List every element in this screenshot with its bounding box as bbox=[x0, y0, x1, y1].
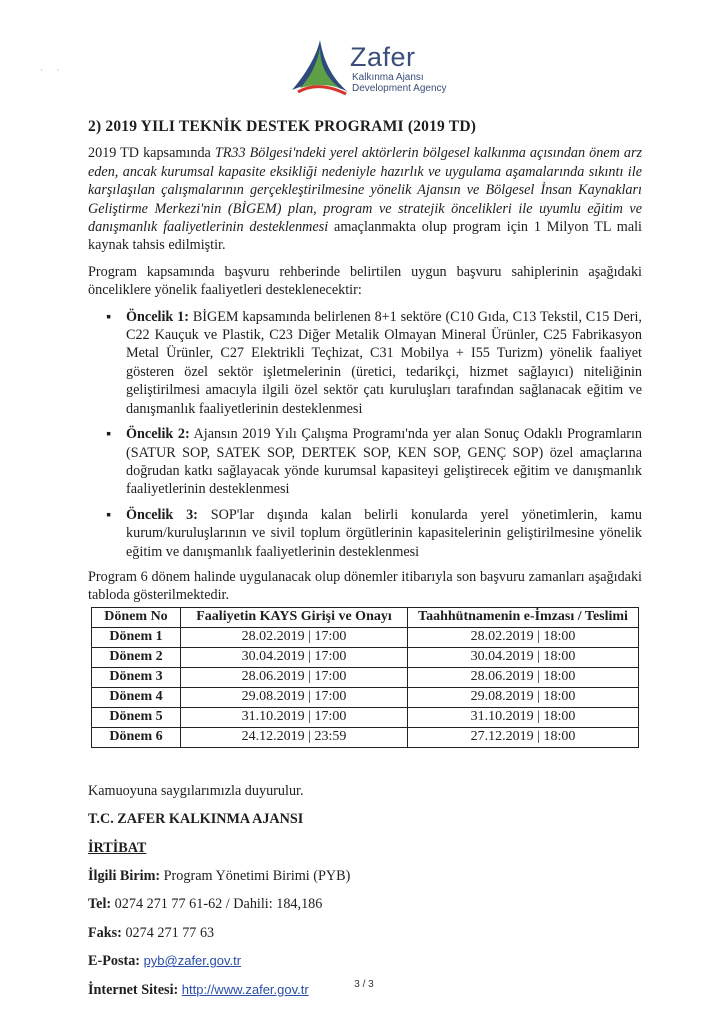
period-cell: Dönem 6 bbox=[92, 727, 181, 747]
table-row bbox=[92, 667, 639, 687]
table-row bbox=[92, 687, 639, 707]
table-row bbox=[92, 627, 639, 647]
period-cell: Dönem 4 bbox=[92, 687, 181, 707]
tel-value: 0274 271 77 61-62 / Dahili: 184,186 bbox=[111, 896, 323, 913]
unit-line bbox=[88, 867, 642, 885]
intro-paragraph bbox=[88, 144, 642, 254]
table-row bbox=[92, 727, 639, 747]
header-kays: Faaliyetin KAYS Girişi ve Onayı bbox=[181, 607, 408, 627]
priority-item bbox=[88, 308, 642, 418]
announcement: Kamuoyuna saygılarımızla duyurulur. bbox=[88, 782, 304, 799]
kays-cell: 30.04.2019 | 17:00 bbox=[181, 647, 408, 667]
intro-text-italic: TR33 Bölgesi'ndeki yerel aktörlerin bölgesel kalkınma açısından önem arz eden, ancak kurumsal kapasite eksikliği nedeniyle hazırlık ve uygulama aşamalarında sıkıntı ile karşılaşılan çalışmalarının gerçekleştirilmesine yönelik Ajansın ve Bölgesel İnsan Kaynakları Geliştirme Merkezi'nin (BİGEM) plan, program ve stratejik öncelikleri ile uyumlu eğitim ve danışmanlık faaliyetlerinin desteklenmesi bbox=[88, 145, 643, 236]
bullet-icon: ▪ bbox=[106, 506, 112, 523]
priorities-intro: Program kapsamında başvuru rehberinde belirtilen uygun başvuru sahiplerinin aşağıdaki önceliklere yönelik faaliyetleri desteklenecektir: bbox=[88, 263, 642, 299]
period-cell: Dönem 3 bbox=[92, 667, 181, 687]
email-link[interactable]: pyb@zafer.gov.tr bbox=[143, 953, 242, 969]
scan-specks: · · bbox=[40, 66, 60, 75]
fax-line bbox=[88, 924, 642, 942]
logo-swoosh-icon bbox=[290, 38, 352, 98]
priority-item bbox=[88, 425, 642, 499]
priority-text: BİGEM kapsamında belirlenen 8+1 sektöre (C10 Gıda, C13 Tekstil, C15 Deri, C22 Kauçuk ve Plastik, C23 Diğer Metalik Olmayan Mineral Ürünler, C25 Fabrikasyon Metal Ürünler, C27 Elektrikli Teçhizat, C31 Mobilya + I55 Turizm) yönelik faaliyet gösteren özel sektör işletmelerinin (üretici, tedarikçi, hizmet sağlayıcı) niteliğinin geliştirilmesi amacıyla ilgili özel sektör çatı kuruluşları tarafından sağlanacak eğitim ve danışmanlık faaliyetlerinin desteklenmesi bbox=[126, 308, 642, 417]
contact-footer bbox=[88, 782, 642, 999]
kays-cell: 29.08.2019 | 17:00 bbox=[181, 687, 408, 707]
website-link[interactable]: http://www.zafer.gov.tr bbox=[181, 981, 309, 997]
kays-cell: 28.06.2019 | 17:00 bbox=[181, 667, 408, 687]
kays-cell: 31.10.2019 | 17:00 bbox=[181, 707, 408, 727]
email-line bbox=[88, 952, 642, 970]
table-header-row bbox=[92, 607, 639, 627]
unit-value: Program Yönetimi Birimi (PYB) bbox=[160, 867, 351, 884]
document-body bbox=[88, 118, 642, 1009]
priority-label: Öncelik 3: bbox=[126, 506, 198, 523]
page-number: 3 / 3 bbox=[354, 979, 374, 990]
unit-label: İlgili Birim: bbox=[88, 867, 161, 884]
bullet-icon: ▪ bbox=[106, 308, 112, 325]
fax-value: 0274 271 77 63 bbox=[121, 924, 215, 941]
intro-text-a: 2019 TD kapsamında bbox=[88, 145, 215, 162]
period-cell: Dönem 5 bbox=[92, 707, 181, 727]
bullet-icon: ▪ bbox=[106, 426, 112, 443]
kays-cell: 24.12.2019 | 23:59 bbox=[181, 727, 408, 747]
header-period: Dönem No bbox=[92, 607, 181, 627]
deadline-table bbox=[91, 607, 639, 748]
tel-line bbox=[88, 895, 642, 913]
organization-name: T.C. ZAFER KALKINMA AJANSI bbox=[88, 811, 304, 828]
logo-subtitle-en: Development Agency bbox=[352, 83, 447, 94]
signature-cell: 28.02.2019 | 18:00 bbox=[408, 627, 639, 647]
signature-cell: 31.10.2019 | 18:00 bbox=[408, 707, 639, 727]
web-label: İnternet Sitesi: bbox=[88, 981, 179, 998]
period-cell: Dönem 1 bbox=[92, 627, 181, 647]
header-signature: Taahhütnamenin e-İmzası / Teslimi bbox=[408, 607, 639, 627]
priority-text: Ajansın 2019 Yılı Çalışma Programı'nda yer alan Sonuç Odaklı Programların (SATUR SOP, SATEK SOP, DERTEK SOP, KEN SOP, GENÇ SOP) özel amaçlarına doğrudan katkı sağlayacak yönde kurumsal kapasiteyi geliştirecek eğitim ve danışmanlık faaliyetlerinin desteklenmesi bbox=[126, 426, 642, 498]
tel-label: Tel: bbox=[88, 896, 112, 913]
priority-text: SOP'lar dışında kalan belirli konularda yerel yönetimlerin, kamu kurum/kuruluşlarının ve sivil toplum örgütlerinin kapasitelerinin geliştirilmesine yönelik eğitim ve danışmanlık faaliyetlerinin desteklenmesi bbox=[126, 506, 642, 560]
signature-cell: 30.04.2019 | 18:00 bbox=[408, 647, 639, 667]
priority-label: Öncelik 1: bbox=[126, 308, 189, 325]
period-cell: Dönem 2 bbox=[92, 647, 181, 667]
table-intro: Program 6 dönem halinde uygulanacak olup dönemler itibarıyla son başvuru zamanları aşağıdaki tabloda gösterilmektedir. bbox=[88, 568, 642, 604]
signature-cell: 29.08.2019 | 18:00 bbox=[408, 687, 639, 707]
contact-heading: İRTİBAT bbox=[88, 839, 147, 856]
email-label: E-Posta: bbox=[88, 953, 141, 970]
signature-cell: 28.06.2019 | 18:00 bbox=[408, 667, 639, 687]
priority-item bbox=[88, 506, 642, 561]
intro-text-b: amaçlanmakta olup program için 1 Milyon TL mali kaynak tahsis edilmiştir. bbox=[88, 219, 643, 254]
agency-logo bbox=[290, 38, 460, 98]
logo-brand-text: Zafer bbox=[350, 42, 416, 72]
priority-list bbox=[88, 308, 642, 561]
table-row bbox=[92, 707, 639, 727]
table-row bbox=[92, 647, 639, 667]
fax-label: Faks: bbox=[88, 924, 122, 941]
signature-cell: 27.12.2019 | 18:00 bbox=[408, 727, 639, 747]
section-title: 2) 2019 YILI TEKNİK DESTEK PROGRAMI (2019 TD) bbox=[88, 118, 477, 135]
kays-cell: 28.02.2019 | 17:00 bbox=[181, 627, 408, 647]
priority-label: Öncelik 2: bbox=[126, 426, 190, 443]
logo-subtitle-tr: Kalkınma Ajansı bbox=[352, 72, 424, 83]
